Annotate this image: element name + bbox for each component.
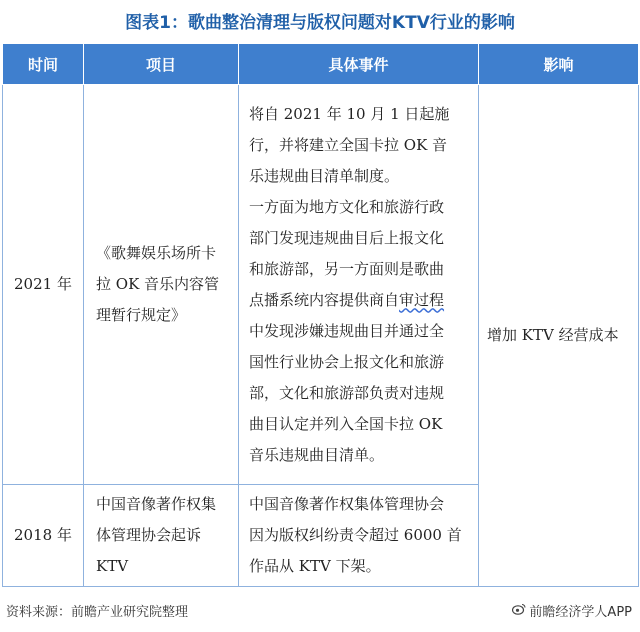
row-2018-event-line: 作品从 KTV 下架。	[249, 557, 381, 575]
row-2021-event-line: 乐违规曲目清单制度。	[249, 166, 400, 185]
row-2018-item-line: 体管理协会起诉	[96, 526, 202, 544]
row-2021-event-line: 和旅游部，另一方面则是歌曲	[249, 259, 445, 278]
spellcheck-underlined-text: 审过程	[399, 290, 445, 309]
row-2021-item-line: 理暂行规定》	[96, 306, 187, 324]
row-2021-time: 2021 年	[3, 85, 84, 485]
brand-name: 前瞻经济学人APP	[529, 605, 632, 620]
row-2018-time: 2018 年	[3, 485, 84, 587]
table-header-row	[3, 44, 639, 85]
row-2021-event-line	[249, 285, 472, 316]
event-text-segment: 点播系统内容提供商自	[249, 290, 400, 309]
row-2021-event-line: 国性行业协会上报文化和旅游	[249, 352, 445, 371]
row-2021-event-line: 音乐违规曲目清单。	[249, 445, 385, 464]
weibo-icon	[512, 603, 526, 619]
source-note: 资料来源：前瞻产业研究院整理	[6, 605, 189, 620]
row-2018-event-line: 因为版权纠纷责令超过 6000 首	[249, 526, 462, 544]
header-impact: 影响	[479, 44, 639, 85]
row-2018-item-line: 中国音像著作权集	[96, 495, 217, 513]
header-time: 时间	[3, 44, 84, 85]
row-2018-event-line: 中国音像著作权集体管理协会	[249, 495, 445, 513]
ktv-impact-table	[2, 43, 639, 587]
table-row-2021	[3, 85, 639, 485]
impact-cell: 增加 KTV 经营成本	[479, 85, 639, 587]
header-item: 项目	[84, 44, 239, 85]
row-2021-item-line: 拉 OK 音乐内容管	[96, 275, 220, 293]
row-2021-event-line: 曲目认定并列入全国卡拉 OK	[249, 414, 443, 433]
brand-credit	[512, 601, 632, 620]
row-2021-event-line: 部门发现违规曲目后上报文化	[249, 228, 445, 247]
header-event: 具体事件	[239, 44, 479, 85]
row-2021-item	[84, 85, 239, 485]
row-2021-event-line: 一方面为地方文化和旅游行政	[249, 197, 445, 216]
row-2018-event	[239, 485, 479, 587]
row-2021-item-line: 《歌舞娱乐场所卡	[96, 244, 217, 262]
row-2021-event-line: 部，文化和旅游部负责对违规	[249, 383, 445, 402]
row-2021-event	[239, 85, 479, 485]
row-2021-event-line: 将自 2021 年 10 月 1 日起施	[249, 104, 450, 123]
figure-title: 图表1：歌曲整治清理与版权问题对KTV行业的影响	[125, 13, 515, 33]
row-2021-event-line: 行，并将建立全国卡拉 OK 音	[249, 135, 448, 154]
row-2018-item-line: KTV	[96, 557, 129, 575]
row-2018-item	[84, 485, 239, 587]
row-2021-event-line: 中发现涉嫌违规曲目并通过全	[249, 321, 445, 340]
